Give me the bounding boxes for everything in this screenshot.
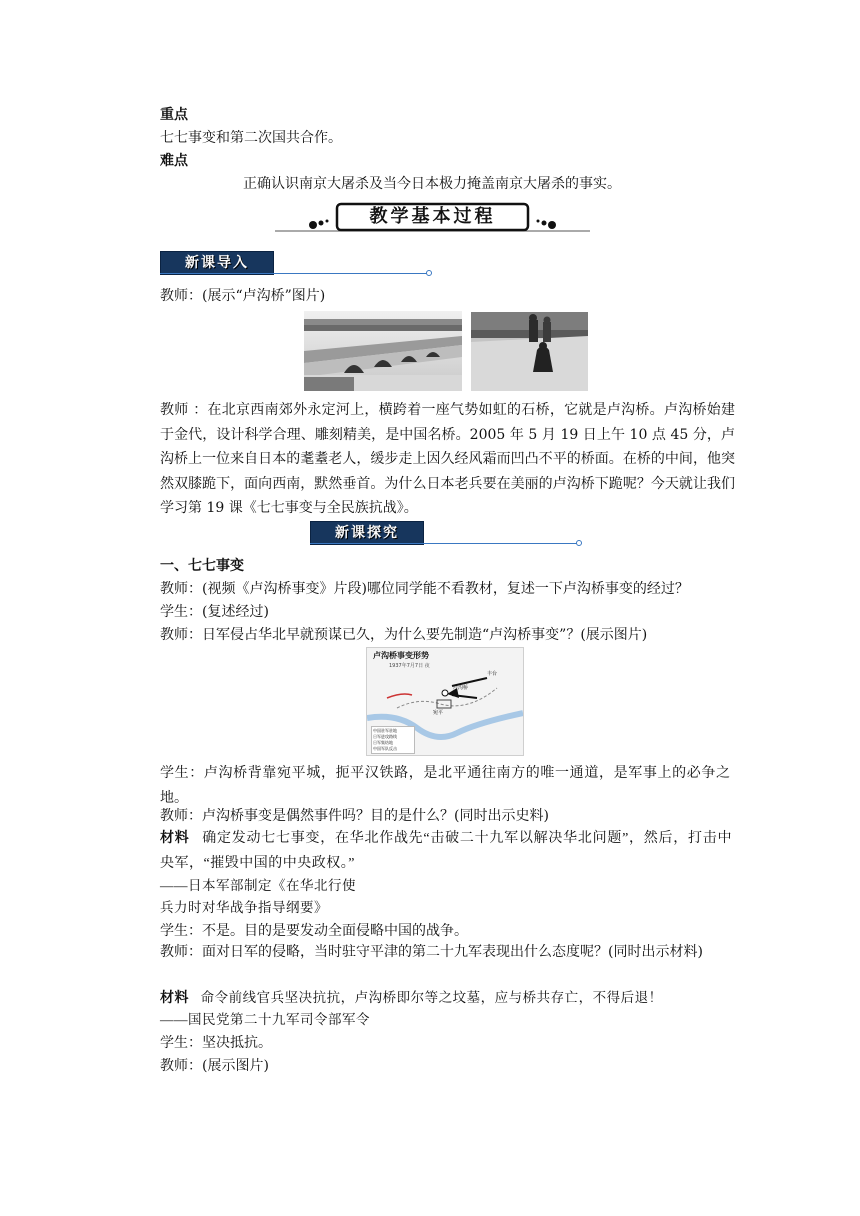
- teaching-process-title: 教学基本过程: [369, 206, 496, 227]
- material-label: 材料: [160, 830, 190, 846]
- dialogue-line: 学生：不是。目的是要发动全面侵略中国的战争。: [160, 923, 468, 939]
- material-block-1: [160, 826, 732, 876]
- material-source: ——国民党第二十九军司令部军令: [160, 1012, 370, 1027]
- difficult-point-text: 正确认识南京大屠杀及当今日本极力掩盖南京大屠杀的事实。: [243, 176, 621, 192]
- material-block-2: [160, 988, 663, 1008]
- map-legend-item: 日军进攻路线: [373, 734, 397, 739]
- lugou-bridge-photo: [304, 311, 462, 391]
- teaching-process-title-banner: [275, 198, 590, 238]
- map-title: 卢沟桥事变形势: [373, 651, 429, 660]
- lugou-incident-map: [366, 647, 524, 756]
- section-banner-intro: [160, 251, 274, 275]
- material-text: 命令前线官兵坚决抗抗，卢沟桥即尔等之坟墓，应与桥共存亡，不得后退！: [200, 990, 663, 1005]
- section-rule: [310, 543, 578, 544]
- material-source: 兵力时对华战争指导纲要》: [160, 900, 328, 915]
- map-place-label: 卢沟桥: [453, 685, 469, 691]
- map-subtitle: 1937年7月7日 夜: [389, 663, 430, 669]
- subsection-heading-1: 一、七七事变: [160, 558, 244, 574]
- material-source: ——日本军部制定《在华北行使: [160, 878, 356, 893]
- material-text: 确定发动七七事变，在华北作战先“击破二十九军以解决华北问题”，然后，打击中央军，“摧毁中国的中央政权。”: [160, 831, 733, 871]
- section-banner-explore: [310, 521, 424, 545]
- map-place-label: 丰台: [487, 671, 498, 677]
- map-legend: [371, 726, 415, 754]
- intro-paragraph: 教师 ：在北京西南郊外永定河上，横跨着一座气势如虹的石桥，它就是卢沟桥。卢沟桥始建于金代，设计科学合理、雕刻精美，是中国名桥。2005 年 5 月 19 日上午 10 点 45 分，卢沟桥上一位来自日本的耄耋老人，缓步走上因久经风霜而凹凸不平的桥面。在桥的中间，他突然双膝跪下，面向西南，默然垂首。为什么日本老兵要在美丽的卢沟桥下跪呢？今天就让我们学习第 19 课《七七事变与全民族抗战》。: [160, 402, 735, 516]
- key-point-text: 七七事变和第二次国共合作。: [160, 130, 342, 146]
- map-legend-item: 中国军队反击: [373, 746, 397, 751]
- rule-end-dot: [576, 540, 582, 546]
- intro-teacher-line: 教师：(展示“卢沟桥”图片): [160, 288, 326, 304]
- dialogue-line: 教师：(视频《卢沟桥事变》片段)哪位同学能不看教材，复述一下卢沟桥事变的经过？: [160, 581, 689, 597]
- material-label: 材料: [160, 990, 189, 1006]
- dialogue-line: 教师：日军侵占华北早就预谋已久，为什么要先制造“卢沟桥事变”？(展示图片): [160, 627, 648, 643]
- dialogue-line: 教师：卢沟桥事变是偶然事件吗？目的是什么？(同时出示史料): [160, 808, 549, 824]
- student-answer-paragraph: 学生：卢沟桥背靠宛平城，扼平汉铁路，是北平通往南方的唯一通道，是军事上的必争之地。: [160, 765, 730, 806]
- dialogue-line: 学生：坚决抵抗。: [160, 1035, 272, 1051]
- heading-difficult-point: 难点: [160, 153, 188, 169]
- section-banner-explore-label: 新课探究: [335, 525, 399, 541]
- dialogue-line: 教师：(展示图片): [160, 1058, 269, 1074]
- heading-key-point: 重点: [160, 107, 188, 123]
- map-legend-item: 日军集结地: [373, 740, 393, 745]
- dialogue-paragraph: 教师：面对日军的侵略，当时驻守平津的第二十九军表现出什么态度呢？(同时出示材料): [160, 944, 703, 960]
- dialogue-line: 学生：(复述经过): [160, 604, 269, 620]
- section-rule: [160, 273, 428, 274]
- rule-end-dot: [426, 270, 432, 276]
- map-place-label: 宛平: [433, 710, 444, 716]
- map-legend-item: 中国驻军驻地: [373, 728, 397, 733]
- section-banner-intro-label: 新课导入: [185, 255, 249, 271]
- old-soldier-kneeling-photo: [471, 312, 588, 391]
